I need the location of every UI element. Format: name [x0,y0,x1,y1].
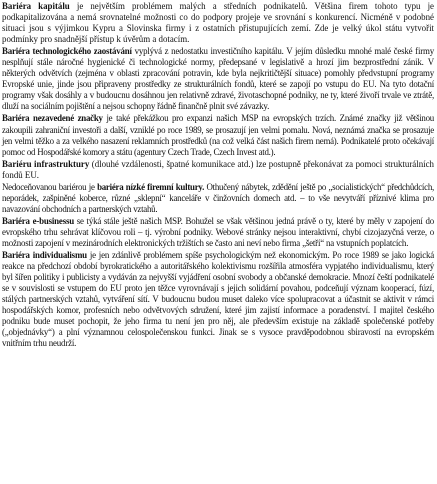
text-corporate-culture-barrier: Othučený nábytek, zdědění ještě po „socialistických“ předchůdcích, neporádek, zašpiněné koberce, různé „sklepní“ kanceláře v činžovních domech atd. – to vše nevytváří příznivé klima pro navazování obchodních a partnerských vztahů. [2,181,434,214]
text-technology-barrier: vyplývá z nedostatku investičního kapitálu. V jejím důsledku mnohé malé české firmy nesplňují stále náročné hygienické či technologické normy, předepsané v legislativě a hrozí jim bezprostřední zánik. V některých odvětvích (zejména v oblasti zpracování potravin, kde byla nejkritičtější situace) pomohly předvstupní programy Evropské unie, jinde jsou připraveny prostředky ze strukturálních fondů, které se zapojí po vstupu do EU. Na tyto dotační programy však dosáhly a v budoucnu dosáhnou jen relativně zdravé, životaschopné podniky, ne ty, které živoří trvale ve ztrátě, dluží na sociálním pojištění a nejsou schopny řádně finančně plnit své závazky. [2,46,434,112]
term-individualism-barrier: Bariéra individualismu [2,250,87,261]
paragraph-infrastructure-barrier [2,159,434,181]
term-corporate-culture-barrier: bariéra nízké firemní kultury. [97,181,205,192]
text-ebusiness-barrier: se týká stále ještě našich MSP. Bohužel se však většinou jedná právě o ty, které by měly v zapojení do evropského trhu sehrávat klíčovou roli – tj. výrobní podniky. Webové stránky nejsou interaktivní, chybí cizojazyčná verze, o možnosti zapojení v mezinárodních elektronických tržištích se často ani neví nebo firma „šetří“ na vstupních poplatcích. [2,215,434,248]
term-infrastructure-barrier: Bariéru infrastruktury [2,158,90,169]
term-technology-barrier: Bariéra technologického zaostávání [2,46,132,57]
paragraph-technology-barrier [2,46,434,112]
text-capital-barrier: je největším problémem malých a středních podnikatelů. Většina firem tohoto typu je podkapitalizována a nemá srovnatelné možnosti co do podpory projeje ve srovnání s konkurencí. Nicméně v podobné situaci jsou s výjimkou Kypru a Slovinska firmy i z ostatních přistupujících zemí. Zde je velký úkol státu vytvořit podmínky pro snadnější přístup k úvěrům a dotacím. [2,1,434,45]
term-brand-barrier: Bariéra nezavedené značky [2,113,103,124]
text-infrastructure-barrier: (dlouhé vzdálenosti, špatné komunikace atd.) lze postupně překonávat za pomoci strukturálních fondů EU. [2,158,434,180]
paragraph-individualism-barrier [2,250,434,349]
paragraph-corporate-culture-barrier [2,182,434,215]
paragraph-capital-barrier [2,1,434,45]
term-capital-barrier: Bariéra kapitálu [2,1,70,11]
paragraph-brand-barrier [2,113,434,157]
text-individualism-barrier: je jen zdánlivě problémem spíše psychologickým než ekonomickým. Po roce 1989 se jako logická reakce na předchozí období byrokratického a autoritářského kolektivismu rozšířila atmosféra vypjatého individualismu, který byl šířen politiky i publicisty a vydáván za nejvyšší vyjádření osobní svobody a občanské demokracie. Mnozí čeští podnikatelé se v souvislosti se vstupem do EU proto jen těžce vyrovnávají s jejich solidární povahou, podceňují význam kooperací, fúzí, stálých partnerských vztahů, vytváření sítí. V budoucnu budou muset daleko více spolupracovat a účastnit se aktivit v rámci hospodářských komor, profesních nebo odvětvových sdružení, které jim zajistí informace a poradenství. I majitel českého podniku bude muset pochopit, že jeho firma tu není jen pro něj, ale především existuje na základě společenské potřeby („objednávky“) a plní významnou celospolečenskou funkci. Jinak se s vysoce pravděpodobnou sbiravostí na evropském vnitřním trhu neudrží. [2,250,434,349]
term-ebusiness-barrier: Bariéra e-businessu [2,215,74,226]
paragraph-ebusiness-barrier [2,216,434,249]
text-brand-barrier: je také překážkou pro expanzi našich MSP na evropských trzích. Známé značky již většinou zakoupili zahraniční investoři a další, vzniklé po roce 1989, se prosazují jen velmi pomalu. Nová, neznámá značka se prosazuje jen velmi těžko a za velkého nasazení reklamních prostředků (na což velká část našich firem nemá). Podnikatelé proto očekávají pomoc od Hospodářské komory a státu (agentury Czech Trade, Czech Invest atd.). [2,113,434,157]
lead-corporate-culture-barrier: Nedoceňovanou bariérou je [2,181,98,192]
